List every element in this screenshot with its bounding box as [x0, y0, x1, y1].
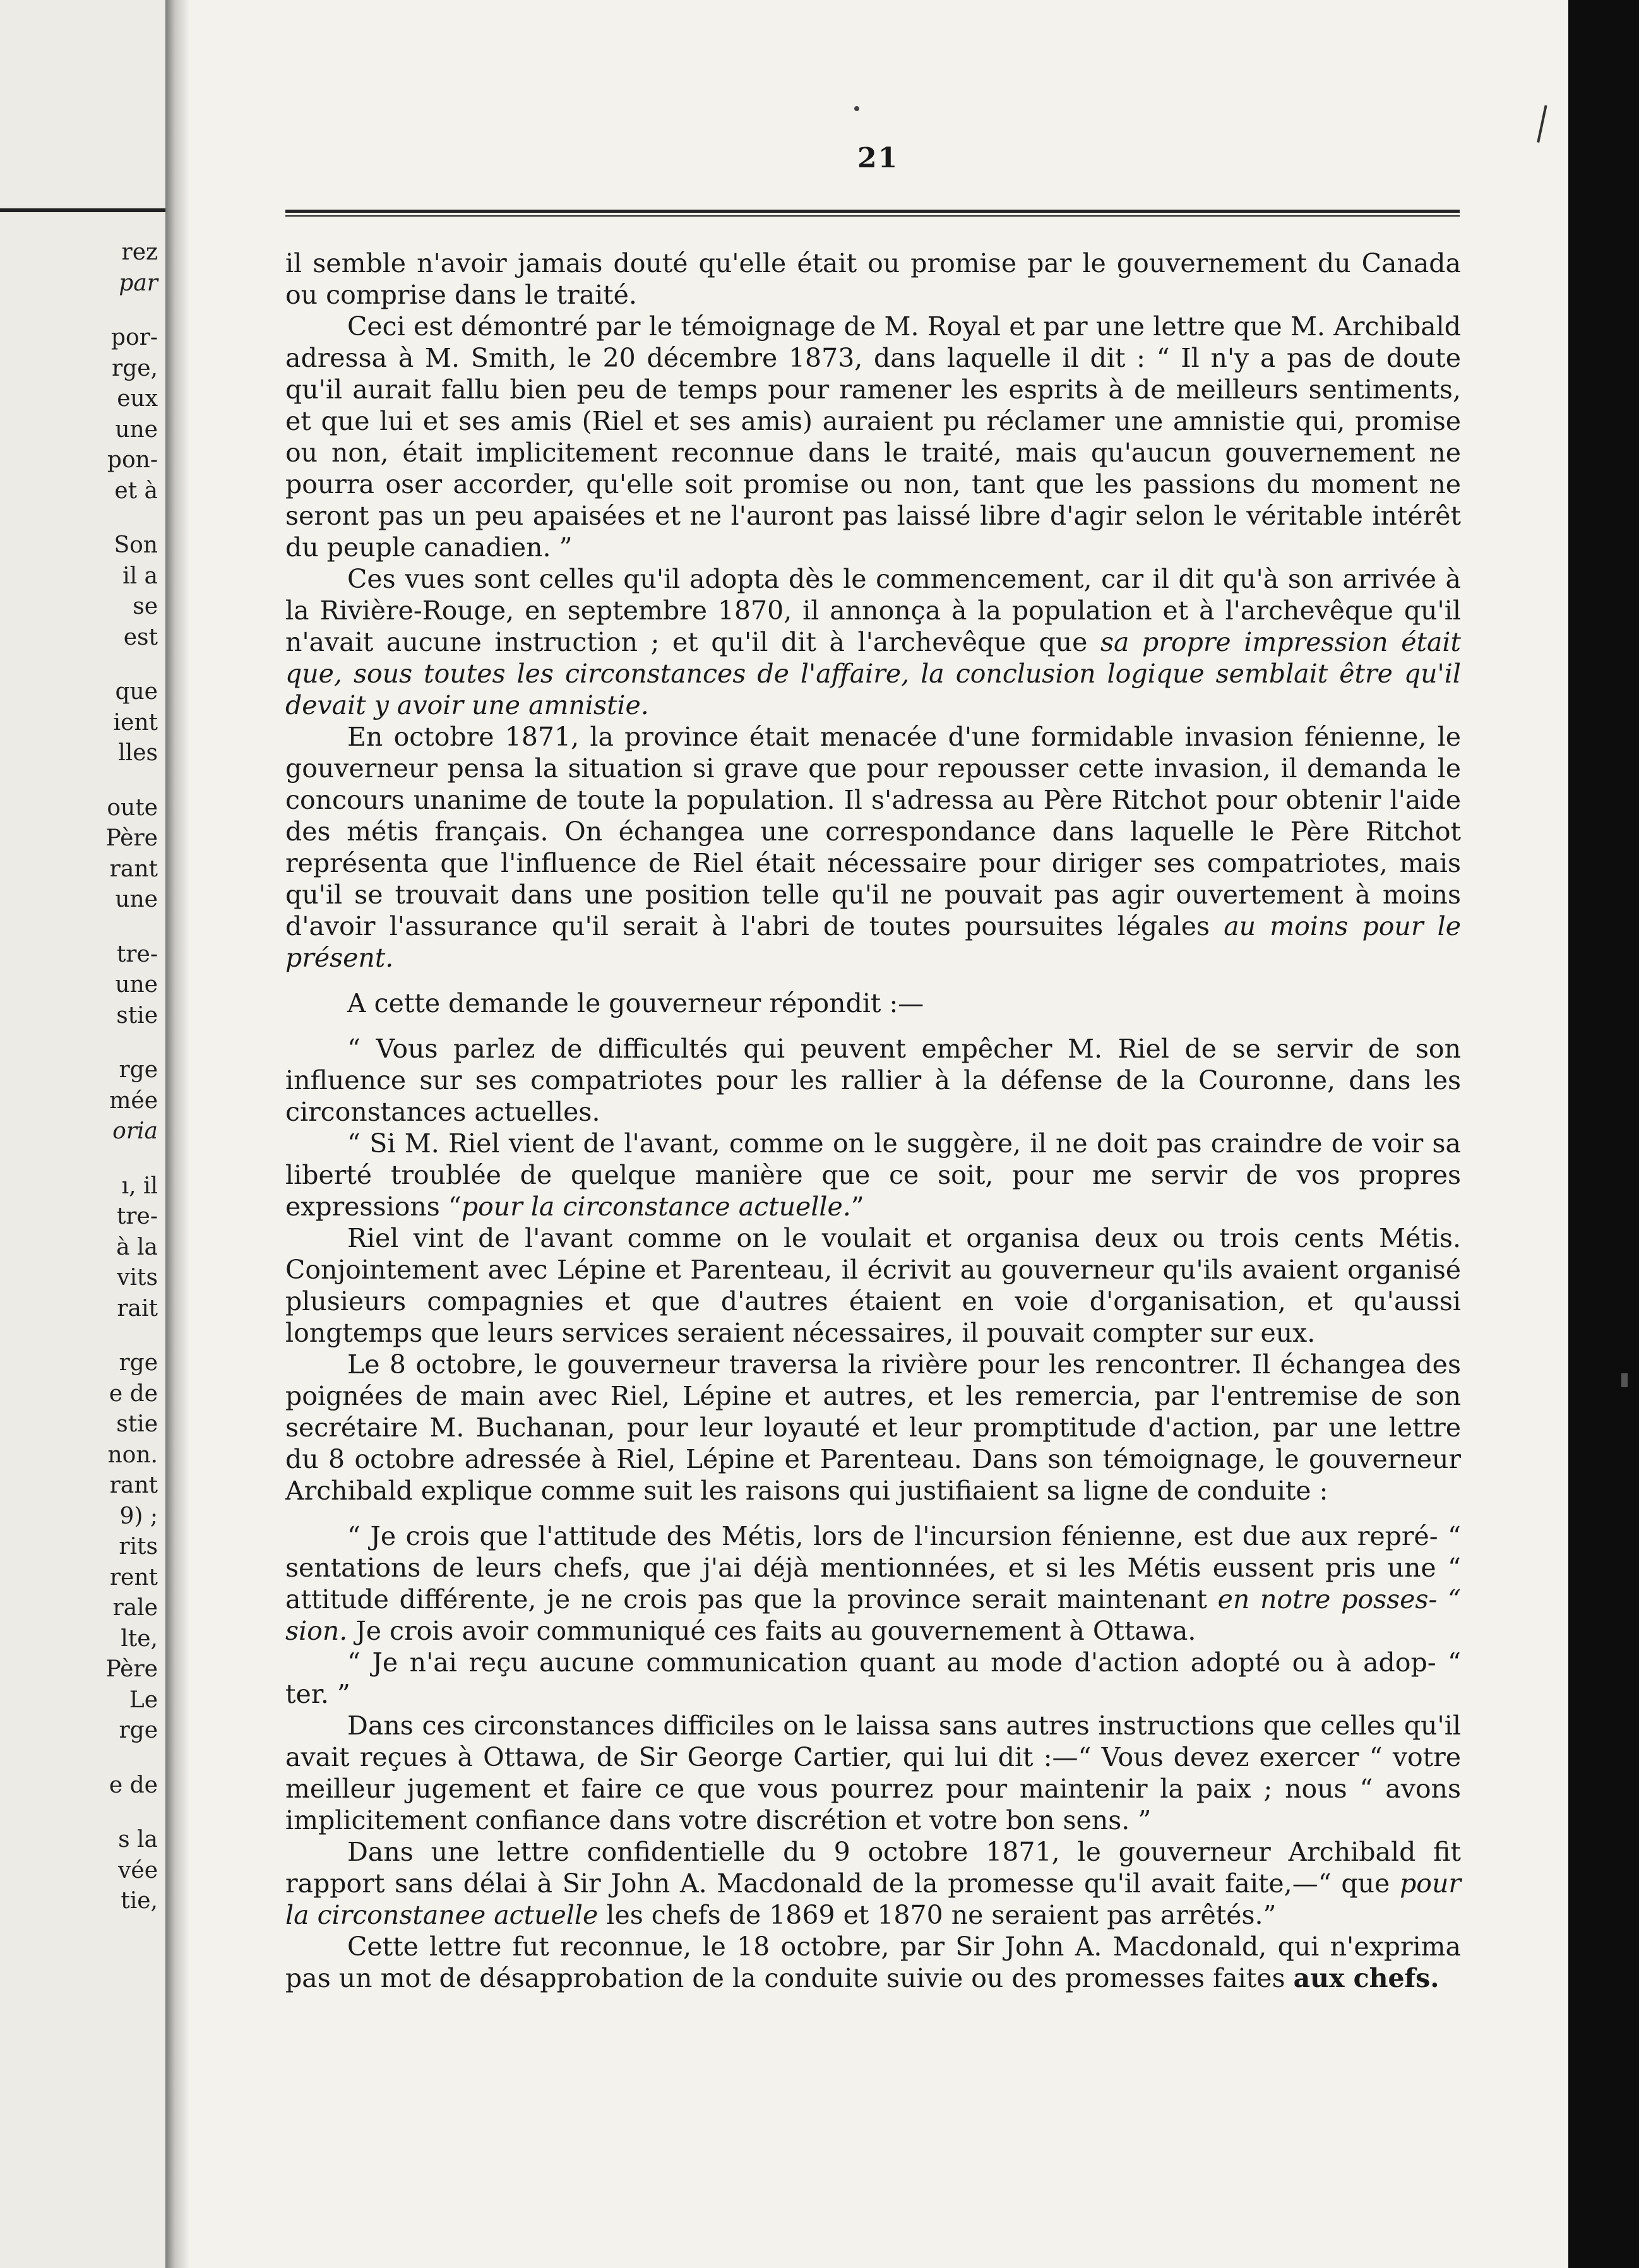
previous-page-fragment: oute: [107, 794, 158, 821]
page-number: 21: [857, 142, 899, 174]
paragraph: [285, 988, 1461, 1019]
previous-page-fragment: ı, il: [121, 1173, 158, 1199]
previous-page-fragment: ient: [113, 709, 158, 736]
paragraph: [285, 1128, 1461, 1222]
italic-text: en notre posses- “ sion.: [285, 1584, 1461, 1646]
paragraph: [285, 1931, 1461, 1994]
previous-page-fragment: Père: [105, 1656, 158, 1682]
previous-page-fragment: rez: [121, 239, 158, 265]
paragraph: [285, 311, 1461, 563]
previous-page-fragment: non.: [107, 1441, 158, 1468]
previous-page-fragment: vits: [117, 1265, 158, 1291]
previous-page-fragment: rge: [119, 1717, 158, 1743]
previous-page-fragment: rant: [109, 1472, 158, 1498]
paragraph: [285, 563, 1461, 721]
text-run: “ Je crois que l'attitude des Métis, lors de l'incursion fénienne, est due aux repré- “ sentations de leurs chefs, que j'ai déjà mentionnées, et si les Métis eussent pris une “ attitude différente, je ne crois pas que la province serait maintenant: [285, 1521, 1461, 1614]
previous-page-fragment: e de: [109, 1380, 158, 1407]
bold-text: aux chefs.: [1293, 1963, 1439, 1993]
speck-mark: [854, 106, 859, 111]
paragraph: [285, 1520, 1461, 1647]
text-run: Le 8 octobre, le gouverneur traversa la rivière pour les rencontrer. Il échangea des poignées de main avec Riel, Lépine et autres, et les remercia, par l'entremise de son secrétaire M. Buchanan, pour leur loyauté et leur promptitude d'action, par une lettre du 8 octobre adressée à Riel, Lépine et Parenteau. Dans son témoignage, le gouverneur Archibald explique comme suit les raisons qui justifiaient sa ligne de conduite :: [285, 1349, 1461, 1506]
previous-page-fragment: lte,: [121, 1625, 158, 1652]
paragraph: [285, 1647, 1461, 1710]
text-run: ”: [850, 1191, 864, 1222]
text-run: “ Si M. Riel vient de l'avant, comme on le suggère, il ne doit pas craindre de voir sa liberté troublée de quelque manière que ce soit, pour me servir de vos propres expressions “: [285, 1128, 1461, 1222]
italic-text: pour la circonstance actuelle.: [461, 1191, 851, 1222]
previous-page-fragment: tre-: [116, 1203, 158, 1229]
previous-page-fragment: rait: [117, 1295, 158, 1322]
previous-page-fragment: rale: [112, 1595, 158, 1621]
text-run: les chefs de 1869 et 1870 ne seraient pas arrêtés.”: [598, 1900, 1277, 1930]
text-run: “ Je n'ai reçu aucune communication quant au mode d'action adopté ou à adop- “ ter. ”: [285, 1647, 1461, 1709]
edge-mark: [1621, 1373, 1628, 1387]
previous-page-fragment: rge,: [111, 355, 158, 381]
previous-page-fragment: Père: [105, 825, 158, 851]
page-body-text: [285, 248, 1461, 1994]
previous-page-fragment: oria: [112, 1118, 158, 1144]
previous-page-fragment: il a: [122, 563, 158, 589]
previous-page-fragment: que: [115, 679, 158, 705]
text-run: A cette demande le gouverneur répondit :—: [347, 988, 924, 1018]
previous-page-fragment: por-: [110, 325, 158, 350]
previous-page-fragment: tie,: [121, 1888, 158, 1914]
text-run: Dans une lettre confidentielle du 9 octobre 1871, le gouverneur Archibald fit rapport sans délai à Sir John A. Macdonald de la promesse qu'il avait faite,—“ que: [285, 1837, 1461, 1899]
previous-page-fragment: eux: [117, 386, 158, 412]
previous-page-fragment: vée: [118, 1857, 158, 1883]
previous-page-fragment: e de: [109, 1772, 158, 1798]
text-run: “ Vous parlez de difficultés qui peuvent empêcher M. Riel de se servir de son influence sur ses compatriotes pour les rallier à la défense de la Couronne, dans les circonstances actuelles.: [285, 1034, 1461, 1127]
book-gutter: [165, 0, 189, 2268]
previous-page-fragment: se: [133, 594, 158, 619]
paragraph: [285, 1836, 1461, 1931]
previous-page-fragment: une: [115, 416, 158, 443]
previous-page-fragment: rant: [109, 856, 158, 882]
previous-page-fragment: rge: [119, 1057, 158, 1083]
previous-page-fragment: est: [123, 624, 158, 650]
previous-page-fragment: rge: [119, 1350, 158, 1376]
page-edge-shadow: [1568, 0, 1604, 2268]
paragraph: [285, 721, 1461, 974]
previous-page-fragment: mée: [109, 1087, 158, 1114]
previous-page-fragment: s la: [118, 1827, 158, 1853]
paragraph: [285, 1033, 1461, 1128]
italic-text: pour la circonstanee actuelle: [285, 1868, 1461, 1930]
previous-page-fragment: rits: [119, 1534, 158, 1560]
text-run: En octobre 1871, la province était menacée d'une formidable invasion fénienne, le gouverneur pensa la situation si grave que pour repousser cette invasion, il demanda le concours unanime de toute la population. Il s'adressa au Père Ritchot pour obtenir l'aide des métis français. On échangea une correspondance dans laquelle le Père Ritchot représenta que l'influence de Riel était nécessaire pour diriger ses compatriotes, mais qu'il se trouvait dans une position telle qu'il ne pouvait pas agir ouvertement à moins d'avoir l'assurance qu'il serait à l'abri de toutes poursuites légales: [285, 722, 1461, 941]
previous-page-fragment: tre-: [116, 941, 158, 967]
paragraph: [285, 1349, 1461, 1507]
previous-page-header-rule: [0, 208, 165, 212]
previous-page-fragment: stie: [116, 1411, 158, 1437]
previous-page-fragment: une: [115, 972, 158, 998]
header-double-rule: [285, 210, 1460, 217]
previous-page-fragment: et à: [114, 477, 158, 504]
previous-page-fragment: Le: [129, 1686, 158, 1713]
previous-page-fragment: stie: [116, 1002, 158, 1029]
italic-text: sa propre impression était que, sous toutes les circonstances de l'affaire, la conclusion logique semblait être qu'il devait y avoir une amnistie.: [285, 627, 1461, 720]
previous-page-fragment: pon-: [107, 447, 158, 473]
previous-page-fragment: à la: [116, 1234, 158, 1260]
previous-page-fragment: Son: [114, 532, 158, 558]
paragraph: [285, 248, 1461, 311]
paragraph: [285, 1710, 1461, 1836]
previous-page-fragment: 9) ;: [119, 1503, 158, 1529]
text-run: Ces vues sont celles qu'il adopta dès le commencement, car il dit qu'à son arrivée à la Rivière-Rouge, en septembre 1870, il annonça à la population et à l'archevêque qu'il n'avait aucune instruction ; et qu'il dit à l'archevêque que: [285, 564, 1461, 657]
text-run: Cette lettre fut reconnue, le 18 octobre, par Sir John A. Macdonald, qui n'exprima pas un mot de désapprobation de la conduite suivie ou des promesses faites: [285, 1931, 1461, 1993]
previous-page-edge: [0, 0, 165, 2268]
previous-page-fragment: lles: [118, 740, 158, 766]
text-run: Riel vint de l'avant comme on le voulait et organisa deux ou trois cents Métis. Conjointement avec Lépine et Parenteau, il écrivit au gouverneur qu'ils avaient organisé plusieurs compagnies et que d'autres étaient en voie d'organisation, et qu'aussi longtemps que leurs services seraient nécessaires, il pouvait compter sur eux.: [285, 1223, 1461, 1348]
italic-text: au moins pour le présent.: [285, 911, 1461, 973]
text-run: il semble n'avoir jamais douté qu'elle était ou promise par le gouvernement du Canada ou comprise dans le traité.: [285, 248, 1461, 310]
previous-page-fragment: une: [115, 886, 158, 912]
previous-page-fragment: rent: [109, 1564, 158, 1591]
text-run: Je crois avoir communiqué ces faits au gouvernement à Ottawa.: [347, 1616, 1196, 1646]
paragraph: [285, 1222, 1461, 1349]
text-run: Ceci est démontré par le témoignage de M. Royal et par une lettre que M. Archibald adressa à M. Smith, le 20 décembre 1873, dans laquelle il dit : “ Il n'y a pas de doute qu'il aurait fallu bien peu de temps pour ramener les esprits à de meilleurs sentiments, et que lui et ses amis (Riel et ses amis) auraient pu réclamer une amnistie qui, promise ou non, était implicitement reconnue dans le traité, mais qu'aucun gouvernement ne pourra oser accorder, qu'elle soit promise ou non, tant que les passions du moment ne seront pas un peu apaisées et ne l'auront pas laissé libre d'agir selon le véritable intérêt du peuple canadien. ”: [285, 311, 1461, 563]
text-run: Dans ces circonstances difficiles on le laissa sans autres instructions que celles qu'il avait reçues à Ottawa, de Sir George Cartier, qui lui dit :—“ Vous devez exercer “ votre meilleur jugement et faire ce que vous pourrez pour maintenir la paix ; nous “ avons implicitement confiance dans votre discrétion et votre bon sens. ”: [285, 1710, 1461, 1835]
previous-page-fragment: par: [119, 270, 158, 296]
